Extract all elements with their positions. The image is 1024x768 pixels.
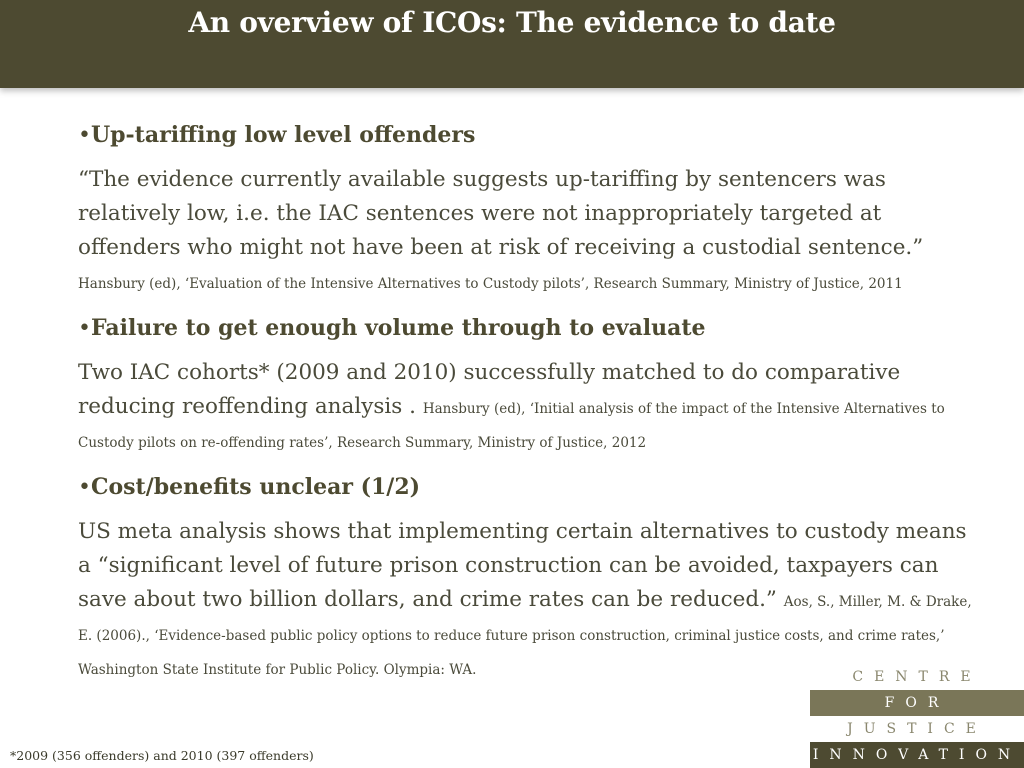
slide-title: An overview of ICOs: The evidence to date <box>188 6 836 39</box>
bullet-icon: • <box>78 316 91 341</box>
citation: Hansbury (ed), ‘Evaluation of the Intensive Alternatives to Custody pilots’, Research Summary, Ministry of Justice, 2011 <box>78 276 903 292</box>
section-heading-2 <box>78 313 983 344</box>
section-heading-3 <box>78 472 983 503</box>
heading-text: Failure to get enough volume through to evaluate <box>90 315 706 341</box>
body-text: Two IAC cohorts* (2009 and 2010) successfully matched to do comparative reducing reoffending analysis . <box>78 360 901 419</box>
body-text: “The evidence currently available suggests up-tariffing by sentencers was relatively low, i.e. the IAC sentences were not inappropriately targeted at offenders who might not have been at risk of receiving a custodial sentence.” <box>78 167 924 260</box>
logo-line-for: FOR <box>810 690 1024 716</box>
bullet-icon: • <box>78 123 91 148</box>
section-heading-1 <box>78 120 983 151</box>
logo-line-centre: CENTRE <box>810 664 1024 690</box>
section-body-1 <box>78 163 983 299</box>
bullet-icon: • <box>78 475 91 500</box>
centre-for-justice-innovation-logo <box>810 664 1024 768</box>
section-body-3 <box>78 515 983 685</box>
citation: Aos, S., Miller, M. & Drake, E. (2006)., ‘Evidence-based public policy options to reduce future prison construction, criminal justice costs, and crime rates,’ Washington State Institute for Public Policy. Olympia: WA. <box>78 594 972 678</box>
section-body-2 <box>78 356 983 458</box>
logo-line-justice: JUSTICE <box>810 716 1024 742</box>
heading-text: Cost/benefits unclear (1/2) <box>90 474 421 500</box>
logo-line-innovation: INNOVATION <box>810 742 1024 768</box>
footnote: *2009 (356 offenders) and 2010 (397 offenders) <box>10 748 314 763</box>
slide-content <box>78 120 983 699</box>
title-bar <box>0 0 1024 88</box>
citation: Hansbury (ed), ‘Initial analysis of the impact of the Intensive Alternatives to Custody pilots on re-offending rates’, Research Summary, Ministry of Justice, 2012 <box>78 401 945 451</box>
heading-text: Up-tariffing low level offenders <box>90 122 476 148</box>
body-text: US meta analysis shows that implementing certain alternatives to custody means a “significant level of future prison construction can be avoided, taxpayers can save about two billion dollars, and crime rates can be reduced.” <box>78 519 967 612</box>
